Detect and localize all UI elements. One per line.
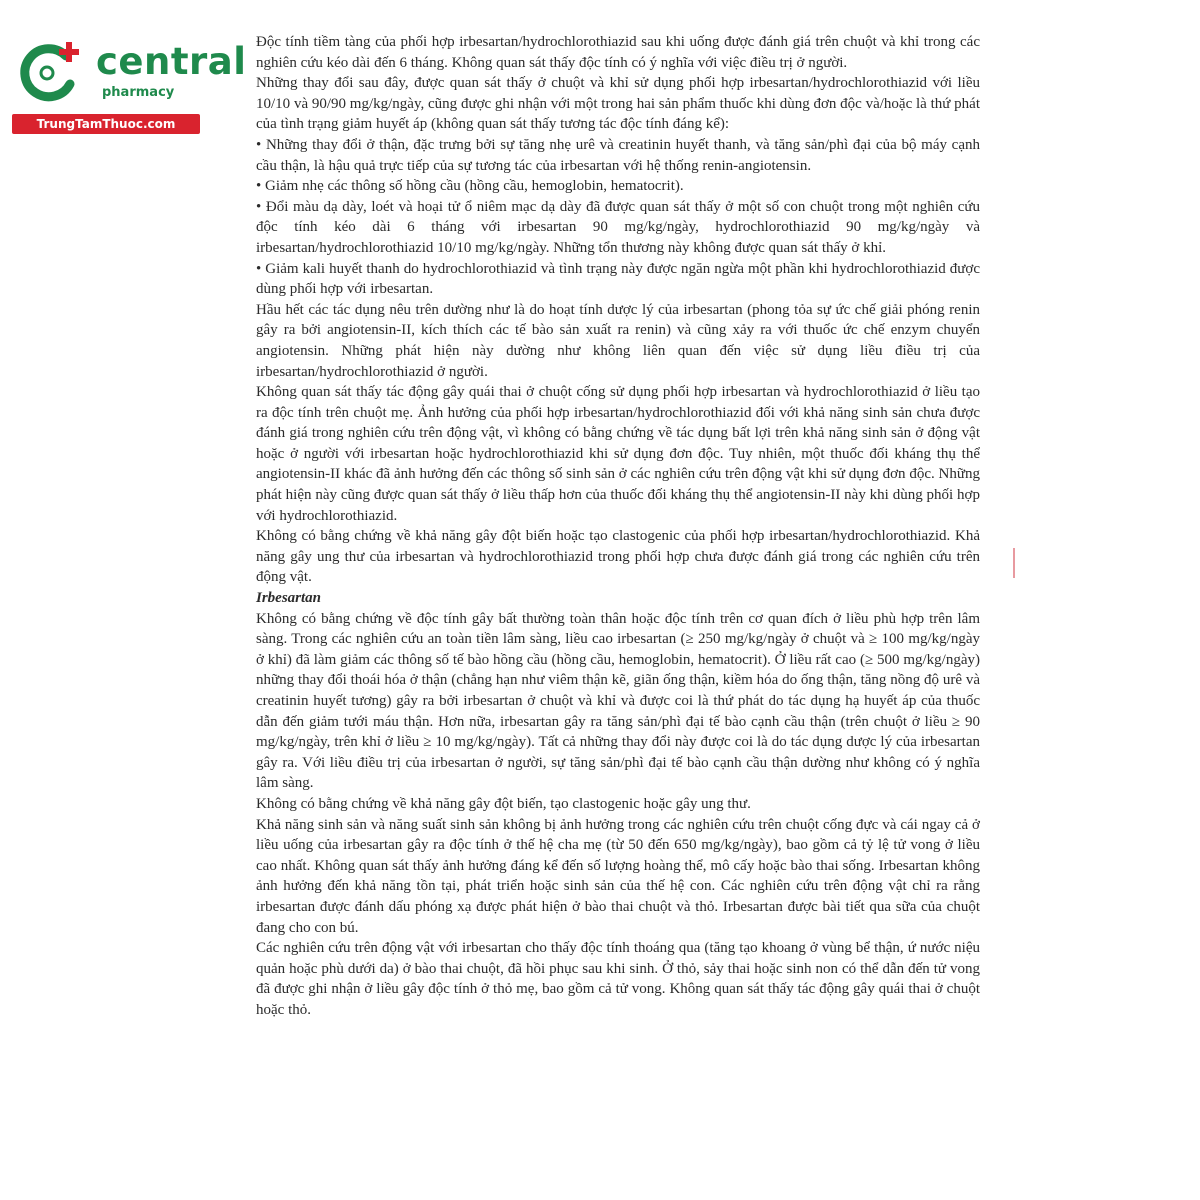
paragraph: Khả năng sinh sản và năng suất sinh sản không bị ảnh hưởng trong các nghiên cứu trên chuột cống đực và cái ngay cả ở liều uống của irbesartan gây ra độc tính ở thế hệ cha mẹ (từ 50 đến 650 mg/kg/ngày), bao gồm cả tỷ lệ tử vong ở liều cao nhất. Không quan sát thấy ảnh hưởng đáng kể đến số lượng hoàng thể, mô cấy hoặc bào thai sống. Irbesartan không ảnh hưởng đến khả năng tồn tại, phát triển hoặc sinh sản của thế hệ con. Các nghiên cứu trên động vật chỉ ra rằng irbesartan được đánh dấu phóng xạ được phát hiện ở bào thai chuột và thỏ. Irbesartan được bài tiết qua sữa của chuột đang cho con bú. (256, 816, 980, 936)
section-heading: Irbesartan (256, 590, 322, 607)
paragraph: Không có bằng chứng về độc tính gây bất thường toàn thân hoặc độc tính trên cơ quan đích ở liều phù hợp trên lâm sàng. Trong các nghiên cứu an toàn tiền lâm sàng, liều cao irbesartan (≥ 250 mg/kg/ngày ở chuột và ≥ 100 mg/kg/ngày ở khỉ) đã làm giảm các thông số tế bào hồng cầu (hồng cầu, hemoglobin, hematocrit). Ở liều rất cao (≥ 500 mg/kg/ngày) những thay đổi thoái hóa ở thận (chẳng hạn như viêm thận kẽ, giãn ống thận, kiềm hóa do ống thận, tăng nồng độ urê và creatinin huyết tương) gây ra bởi irbesartan ở chuột và khỉ và được coi là thứ phát do tác dụng hạ huyết áp của thuốc dẫn đến giảm tưới máu thận. Hơn nữa, irbesartan gây ra tăng sản/phì đại tế bào cạnh cầu thận (trên chuột ở liều ≥ 90 mg/kg/ngày, trên khỉ ở liều ≥ 10 mg/kg/ngày). Tất cả những thay đổi này được coi là do tác dụng dược lý của irbesartan gây ra. Với liều điều trị của irbesartan ở người, sự tăng sản/phì đại tế bào cạnh cầu thận dường như không có ý nghĩa lâm sàng. (256, 610, 980, 792)
brand-subtitle: pharmacy (102, 85, 175, 100)
paragraph: Không quan sát thấy tác động gây quái thai ở chuột cống sử dụng phối hợp irbesartan và hydrochlorothiazid ở liều tạo ra độc tính trên chuột mẹ. Ảnh hưởng của phối hợp irbesartan/hydrochlorothiazid đối với khả năng sinh sản chưa được đánh giá trong nghiên cứu trên động vật, vì không có bằng chứng về tác dụng bất lợi trên khả năng sinh sản ở động vật hoặc ở người với irbesartan hoặc hydrochlorothiazid khi sử dụng đơn độc. Tuy nhiên, một thuốc đối kháng thụ thể angiotensin-II khác đã ảnh hưởng đến các thông số sinh sản ở các nghiên cứu trên động vật khi sử dụng đơn độc. Những phát hiện này cũng được quan sát thấy ở liều thấp hơn của thuốc đối kháng thụ thể angiotensin-II này khi dùng phối hợp với hydrochlorothiazid. (256, 384, 980, 524)
bullet-item: • Giảm kali huyết thanh do hydrochlorothiazid và tình trạng này được ngăn ngừa một phần khi hydrochlorothiazid được dùng phối hợp với irbesartan. (256, 260, 980, 298)
paragraph: Hầu hết các tác dụng nêu trên dường như là do hoạt tính dược lý của irbesartan (phong tỏa sự ức chế giải phóng renin gây ra bởi angiotensin-II, kích thích các tế bào sản xuất ra renin) và cũng xảy ra với thuốc ức chế enzym chuyển angiotensin. Những phát hiện này dường như không liên quan đến việc sử dụng liều điều trị của irbesartan/hydrochlorothiazid ở người. (256, 301, 980, 380)
central-pharmacy-logo-icon (14, 38, 84, 108)
brand-url-link[interactable]: TrungTamThuoc.com (12, 114, 200, 134)
document-body (256, 32, 980, 1021)
paragraph: Không có bằng chứng về khả năng gây đột biến, tạo clastogenic hoặc gây ung thư. (256, 795, 751, 812)
paragraph: Các nghiên cứu trên động vật với irbesartan cho thấy độc tính thoáng qua (tăng tạo khoang ở vùng bể thận, ứ nước niệu quản hoặc phù dưới da) ở bào thai chuột, đã hồi phục sau khi sinh. Ở thỏ, sảy thai hoặc sinh non có thể dẫn đến tử vong đã được ghi nhận ở liều gây độc tính ở thỏ mẹ, bao gồm cả tử vong. Không quan sát thấy tác động gây quái thai ở chuột hoặc thỏ. (256, 940, 980, 1018)
paragraph: Những thay đổi sau đây, được quan sát thấy ở chuột và khỉ sử dụng phối hợp irbesartan/hydrochlorothiazid với liều 10/10 và 90/90 mg/kg/ngày, cũng được ghi nhận với một trong hai sản phẩm thuốc khi dùng đơn độc và/hoặc là thứ phát của tình trạng giảm huyết áp (không quan sát thấy tương tác độc tính đáng kể): (256, 75, 980, 133)
bullet-item: • Giảm nhẹ các thông số hồng cầu (hồng cầu, hemoglobin, hematocrit). (256, 178, 684, 195)
paragraph: Độc tính tiềm tàng của phối hợp irbesartan/hydrochlorothiazid sau khi uống được đánh giá trên chuột và khỉ trong các nghiên cứu kéo dài đến 6 tháng. Không quan sát thấy độc tính có ý nghĩa với việc điều trị ở người. (256, 34, 980, 71)
paragraph: Không có bằng chứng về khả năng gây đột biến hoặc tạo clastogenic của phối hợp irbesartan/hydrochlorothiazid. Khả năng gây ung thư của irbesartan và hydrochlorothiazid trong phối hợp chưa được đánh giá trong các nghiên cứu trên động vật. (256, 528, 980, 586)
brand-name: central (96, 40, 247, 83)
margin-mark (1013, 548, 1015, 578)
brand-logo[interactable] (10, 34, 247, 134)
bullet-item: • Những thay đổi ở thận, đặc trưng bởi sự tăng nhẹ urê và creatinin huyết thanh, và tăng sản/phì đại của bộ máy cạnh cầu thận, là hậu quả trực tiếp của sự tương tác của irbesartan với hệ thống renin-angiotensin. (256, 136, 980, 174)
bullet-item: • Đổi màu dạ dày, loét và hoại tử ổ niêm mạc dạ dày đã được quan sát thấy ở một số con chuột trong một nghiên cứu độc tính kéo dài 6 tháng với irbesartan 90 mg/kg/ngày, hydrochlorothiazid 90 mg/kg/ngày và irbesartan/hydrochlorothiazid 10/10 mg/kg/ngày. Những tổn thương này không được quan sát thấy ở khỉ. (256, 198, 980, 256)
